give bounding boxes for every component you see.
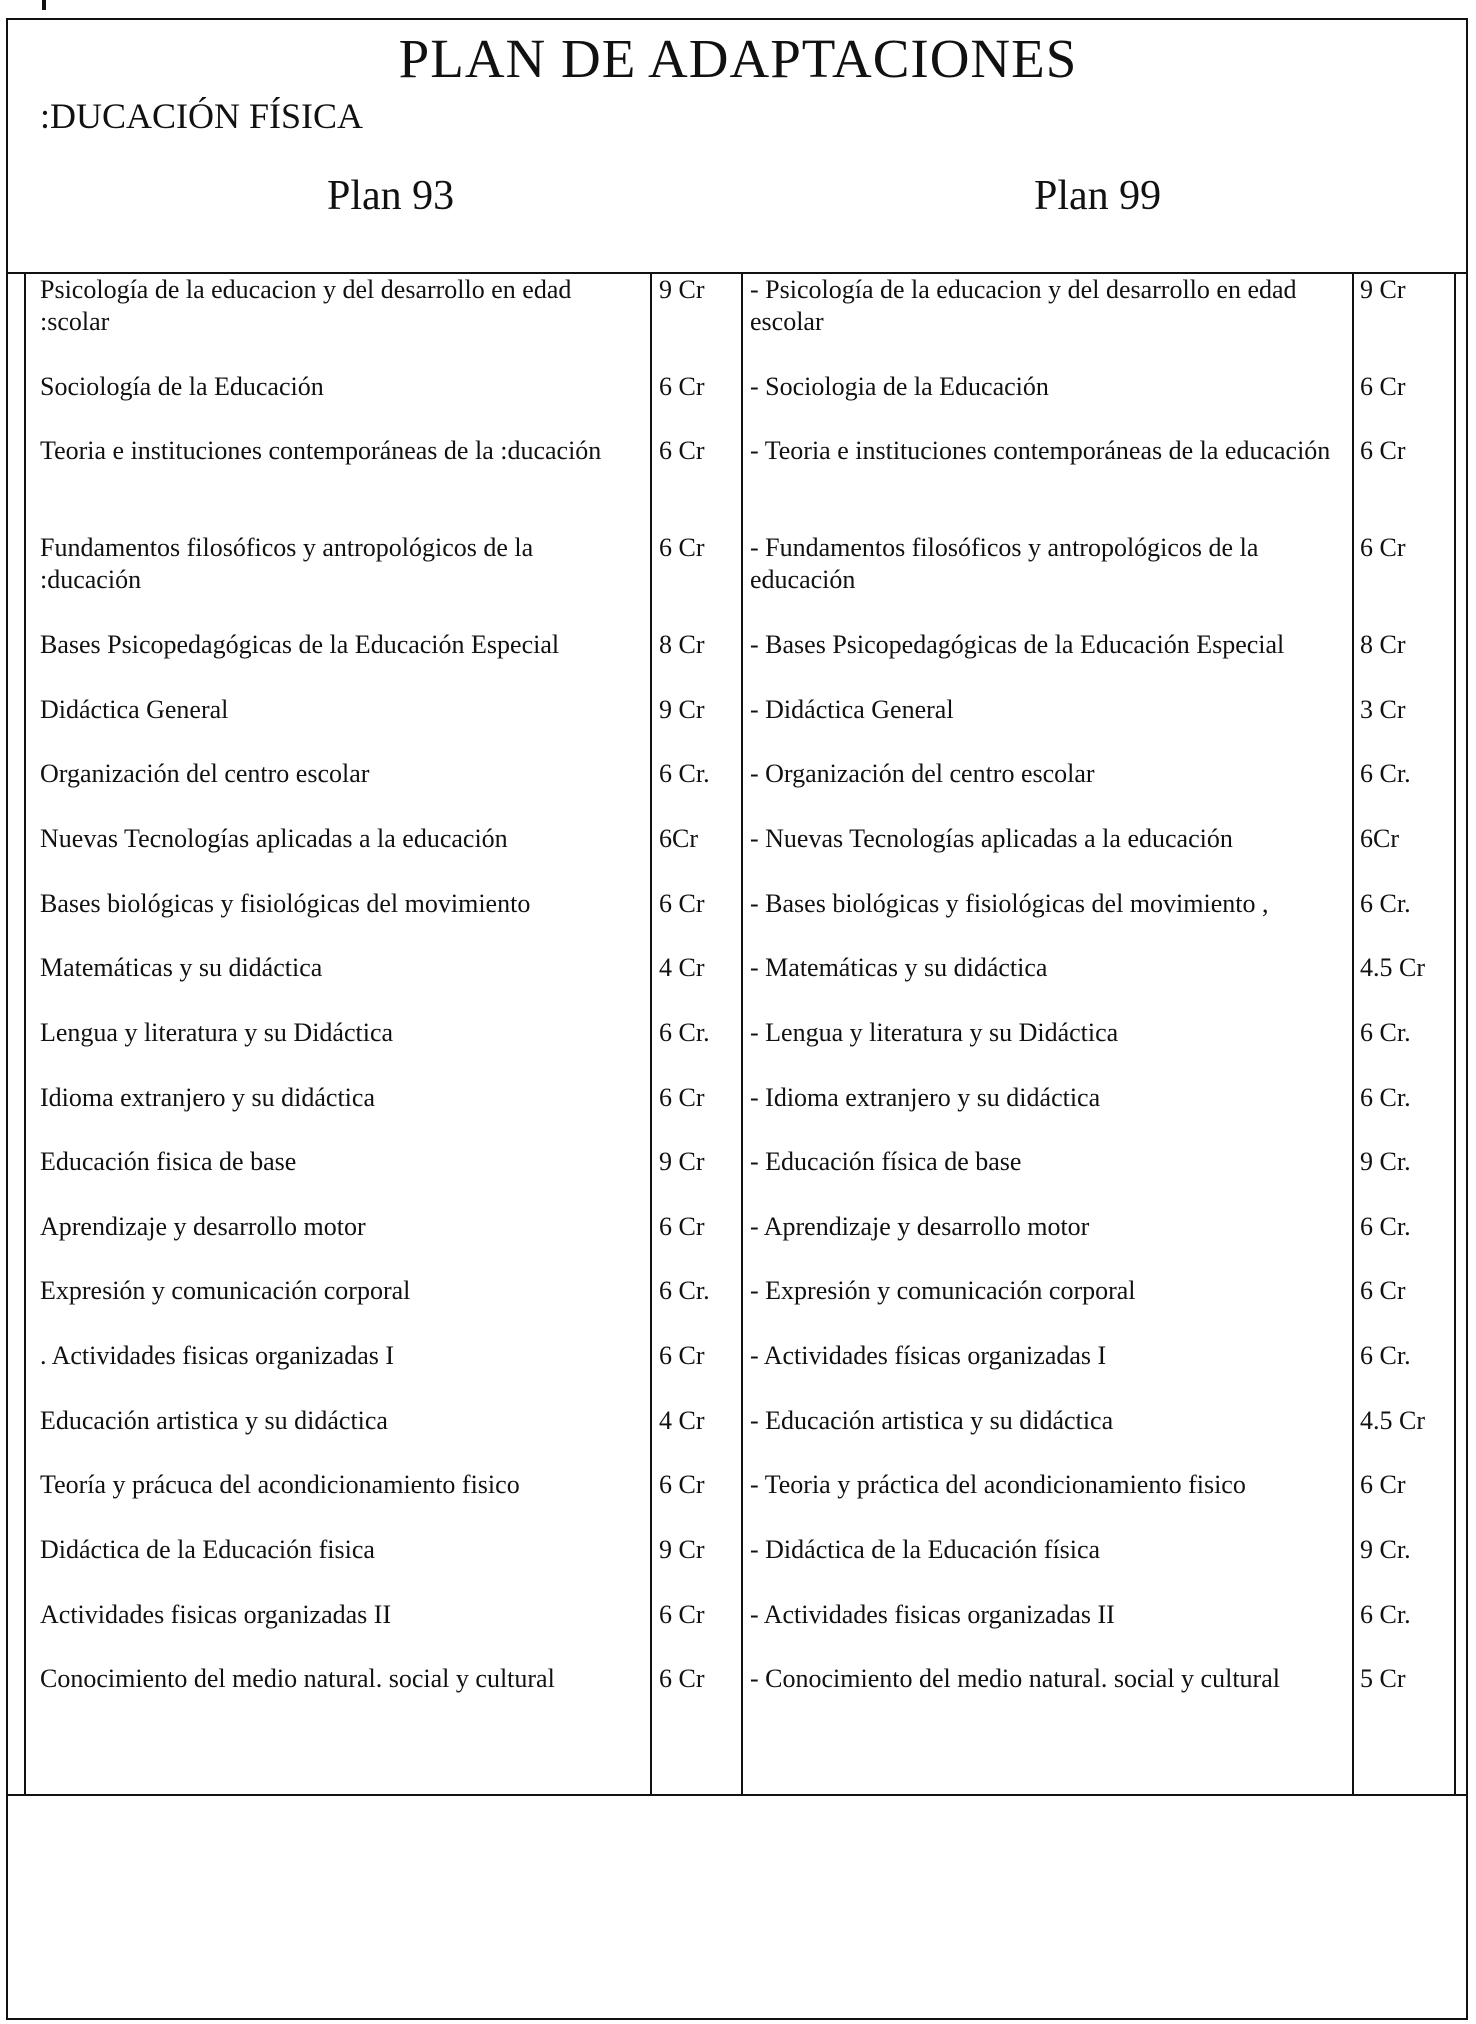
- plan93-subject: Educación artistica y su didáctica: [40, 1406, 388, 1435]
- plan93-credits: 6 Cr: [659, 1212, 705, 1241]
- plan99-credits: 6 Cr: [1360, 436, 1406, 465]
- plan93-credits: 6 Cr: [659, 372, 705, 401]
- plan93-credits: 9 Cr: [659, 275, 705, 304]
- plan93-credits: 6 Cr: [659, 436, 705, 465]
- plan99-credits: 9 Cr: [1360, 275, 1406, 304]
- plan93-credits: 4 Cr: [659, 953, 705, 982]
- plan99-subject: - Sociologia de la Educación: [750, 372, 1049, 401]
- plan99-subject: - Expresión y comunicación corporal: [750, 1276, 1136, 1305]
- plan93-subject: Bases biológicas y fisiológicas del movimiento: [40, 889, 531, 918]
- page-title: PLAN DE ADAPTACIONES: [398, 28, 1078, 89]
- plan93-credits: 6 Cr: [659, 533, 705, 562]
- plan93-credits: 6 Cr.: [659, 1276, 710, 1305]
- plan99-subject: - Lengua y literatura y su Didáctica: [750, 1018, 1119, 1047]
- plan99-subject: - Didáctica de la Educación física: [750, 1535, 1101, 1564]
- plan93-credits: 6 Cr.: [659, 759, 710, 788]
- plan93-subject: Idioma extranjero y su didáctica: [40, 1083, 375, 1112]
- plan99-subject: - Bases Psicopedagógicas de la Educación Especial: [750, 630, 1285, 659]
- credits-99-rule: [1352, 274, 1354, 1794]
- plan93-subject: Teoria e instituciones contemporáneas de la :ducación: [40, 436, 602, 465]
- plan99-credits: 6Cr: [1360, 824, 1399, 853]
- plan99-credits: 9 Cr.: [1360, 1535, 1411, 1564]
- plan93-subject: Bases Psicopedagógicas de la Educación Especial: [40, 630, 560, 659]
- plan99-subject: - Educación artistica y su didáctica: [750, 1406, 1114, 1435]
- plan99-subject: - Educación física de base: [750, 1147, 1022, 1176]
- plan99-credits: 6 Cr.: [1360, 1018, 1411, 1047]
- plan93-credits: 6 Cr: [659, 1600, 705, 1629]
- plan99-subject: - Conocimiento del medio natural. social y cultural: [750, 1664, 1280, 1693]
- plan93-subject: . Actividades fisicas organizadas I: [40, 1341, 395, 1370]
- scan-mark: [42, 0, 46, 10]
- plan99-credits: 6 Cr.: [1360, 1083, 1411, 1112]
- plan93-credits: 8 Cr: [659, 630, 705, 659]
- plan99-subject: - Fundamentos filosóficos y antropológicos de la educación: [750, 533, 1259, 594]
- plan99-subject: - Actividades físicas organizadas I: [750, 1341, 1107, 1370]
- plan93-subject: Aprendizaje y desarrollo motor: [40, 1212, 366, 1241]
- plan99-subject: - Aprendizaje y desarrollo motor: [750, 1212, 1090, 1241]
- plan93-subject: Conocimiento del medio natural. social y cultural: [40, 1664, 555, 1693]
- plan93-subject: Teoría y prácuca del acondicionamiento fisico: [40, 1470, 520, 1499]
- plan99-subject: - Organización del centro escolar: [750, 759, 1095, 788]
- plan93-subject: Expresión y comunicación corporal: [40, 1276, 411, 1305]
- plan93-subject: Psicología de la educacion y del desarrollo en edad :scolar: [40, 275, 572, 336]
- plan99-credits: 6 Cr.: [1360, 1341, 1411, 1370]
- plan-99-heading: Plan 99: [1034, 173, 1162, 219]
- plan93-credits: 4 Cr: [659, 1406, 705, 1435]
- plan99-credits: 6 Cr: [1360, 1276, 1406, 1305]
- plan93-credits: 9 Cr: [659, 1147, 705, 1176]
- plan99-subject: - Didáctica General: [750, 695, 954, 724]
- plan99-credits: 3 Cr: [1360, 695, 1406, 724]
- plan99-credits: 8 Cr: [1360, 630, 1406, 659]
- plan93-credits: 9 Cr: [659, 695, 705, 724]
- plan99-subject: - Idioma extranjero y su didáctica: [750, 1083, 1101, 1112]
- plan93-credits: 6 Cr: [659, 1664, 705, 1693]
- table-left-rule: [24, 274, 26, 1794]
- credits-93-rule: [650, 274, 652, 1794]
- plan93-subject: Actividades fisicas organizadas II: [40, 1600, 392, 1629]
- plan99-credits: 6 Cr: [1360, 533, 1406, 562]
- plan93-credits: 6 Cr: [659, 1341, 705, 1370]
- plan99-subject: - Teoria y práctica del acondicionamiento fisico: [750, 1470, 1246, 1499]
- plan99-credits: 4.5 Cr: [1360, 953, 1425, 982]
- plan99-credits: 4.5 Cr: [1360, 1406, 1425, 1435]
- plan99-subject: - Actividades fisicas organizadas II: [750, 1600, 1115, 1629]
- plan93-credits: 6 Cr: [659, 1083, 705, 1112]
- plan99-credits: 5 Cr: [1360, 1664, 1406, 1693]
- plan93-credits: 9 Cr: [659, 1535, 705, 1564]
- plans-divider-rule: [741, 274, 743, 1794]
- plan93-subject: Organización del centro escolar: [40, 759, 370, 788]
- plan93-subject: Didáctica General: [40, 695, 229, 724]
- plan99-credits: 6 Cr.: [1360, 759, 1411, 788]
- plan93-subject: Sociología de la Educación: [40, 372, 324, 401]
- plan99-subject: - Psicología de la educacion y del desarrollo en edad escolar: [750, 275, 1297, 336]
- plan99-credits: 6 Cr.: [1360, 1212, 1411, 1241]
- plan93-credits: 6Cr: [659, 824, 698, 853]
- plan99-credits: 6 Cr.: [1360, 889, 1411, 918]
- plan93-subject: Educación fisica de base: [40, 1147, 297, 1176]
- plan99-credits: 9 Cr.: [1360, 1147, 1411, 1176]
- plan93-subject: Lengua y literatura y su Didáctica: [40, 1018, 394, 1047]
- plan93-subject: Nuevas Tecnologías aplicadas a la educación: [40, 824, 508, 853]
- plan99-credits: 6 Cr: [1360, 1470, 1406, 1499]
- plan93-credits: 6 Cr: [659, 889, 705, 918]
- plan99-subject: - Bases biológicas y fisiológicas del movimiento ,: [750, 889, 1269, 918]
- plan99-credits: 6 Cr.: [1360, 1600, 1411, 1629]
- plan93-credits: 6 Cr: [659, 1470, 705, 1499]
- plan99-subject: - Matemáticas y su didáctica: [750, 953, 1048, 982]
- plan93-subject: Matemáticas y su didáctica: [40, 953, 323, 982]
- plan-93-heading: Plan 93: [327, 173, 455, 219]
- plan99-subject: - Teoria e instituciones contemporáneas de la educación: [750, 436, 1331, 465]
- plan93-subject: Fundamentos filosóficos y antropológicos de la :ducación: [40, 533, 534, 594]
- plan93-subject: Didáctica de la Educación fisica: [40, 1535, 375, 1564]
- page-subtitle: :DUCACIÓN FÍSICA: [40, 96, 364, 136]
- table-bottom-rule: [6, 1794, 1468, 1796]
- plan99-credits: 6 Cr: [1360, 372, 1406, 401]
- plan93-credits: 6 Cr.: [659, 1018, 710, 1047]
- plan99-subject: - Nuevas Tecnologías aplicadas a la educación: [750, 824, 1233, 853]
